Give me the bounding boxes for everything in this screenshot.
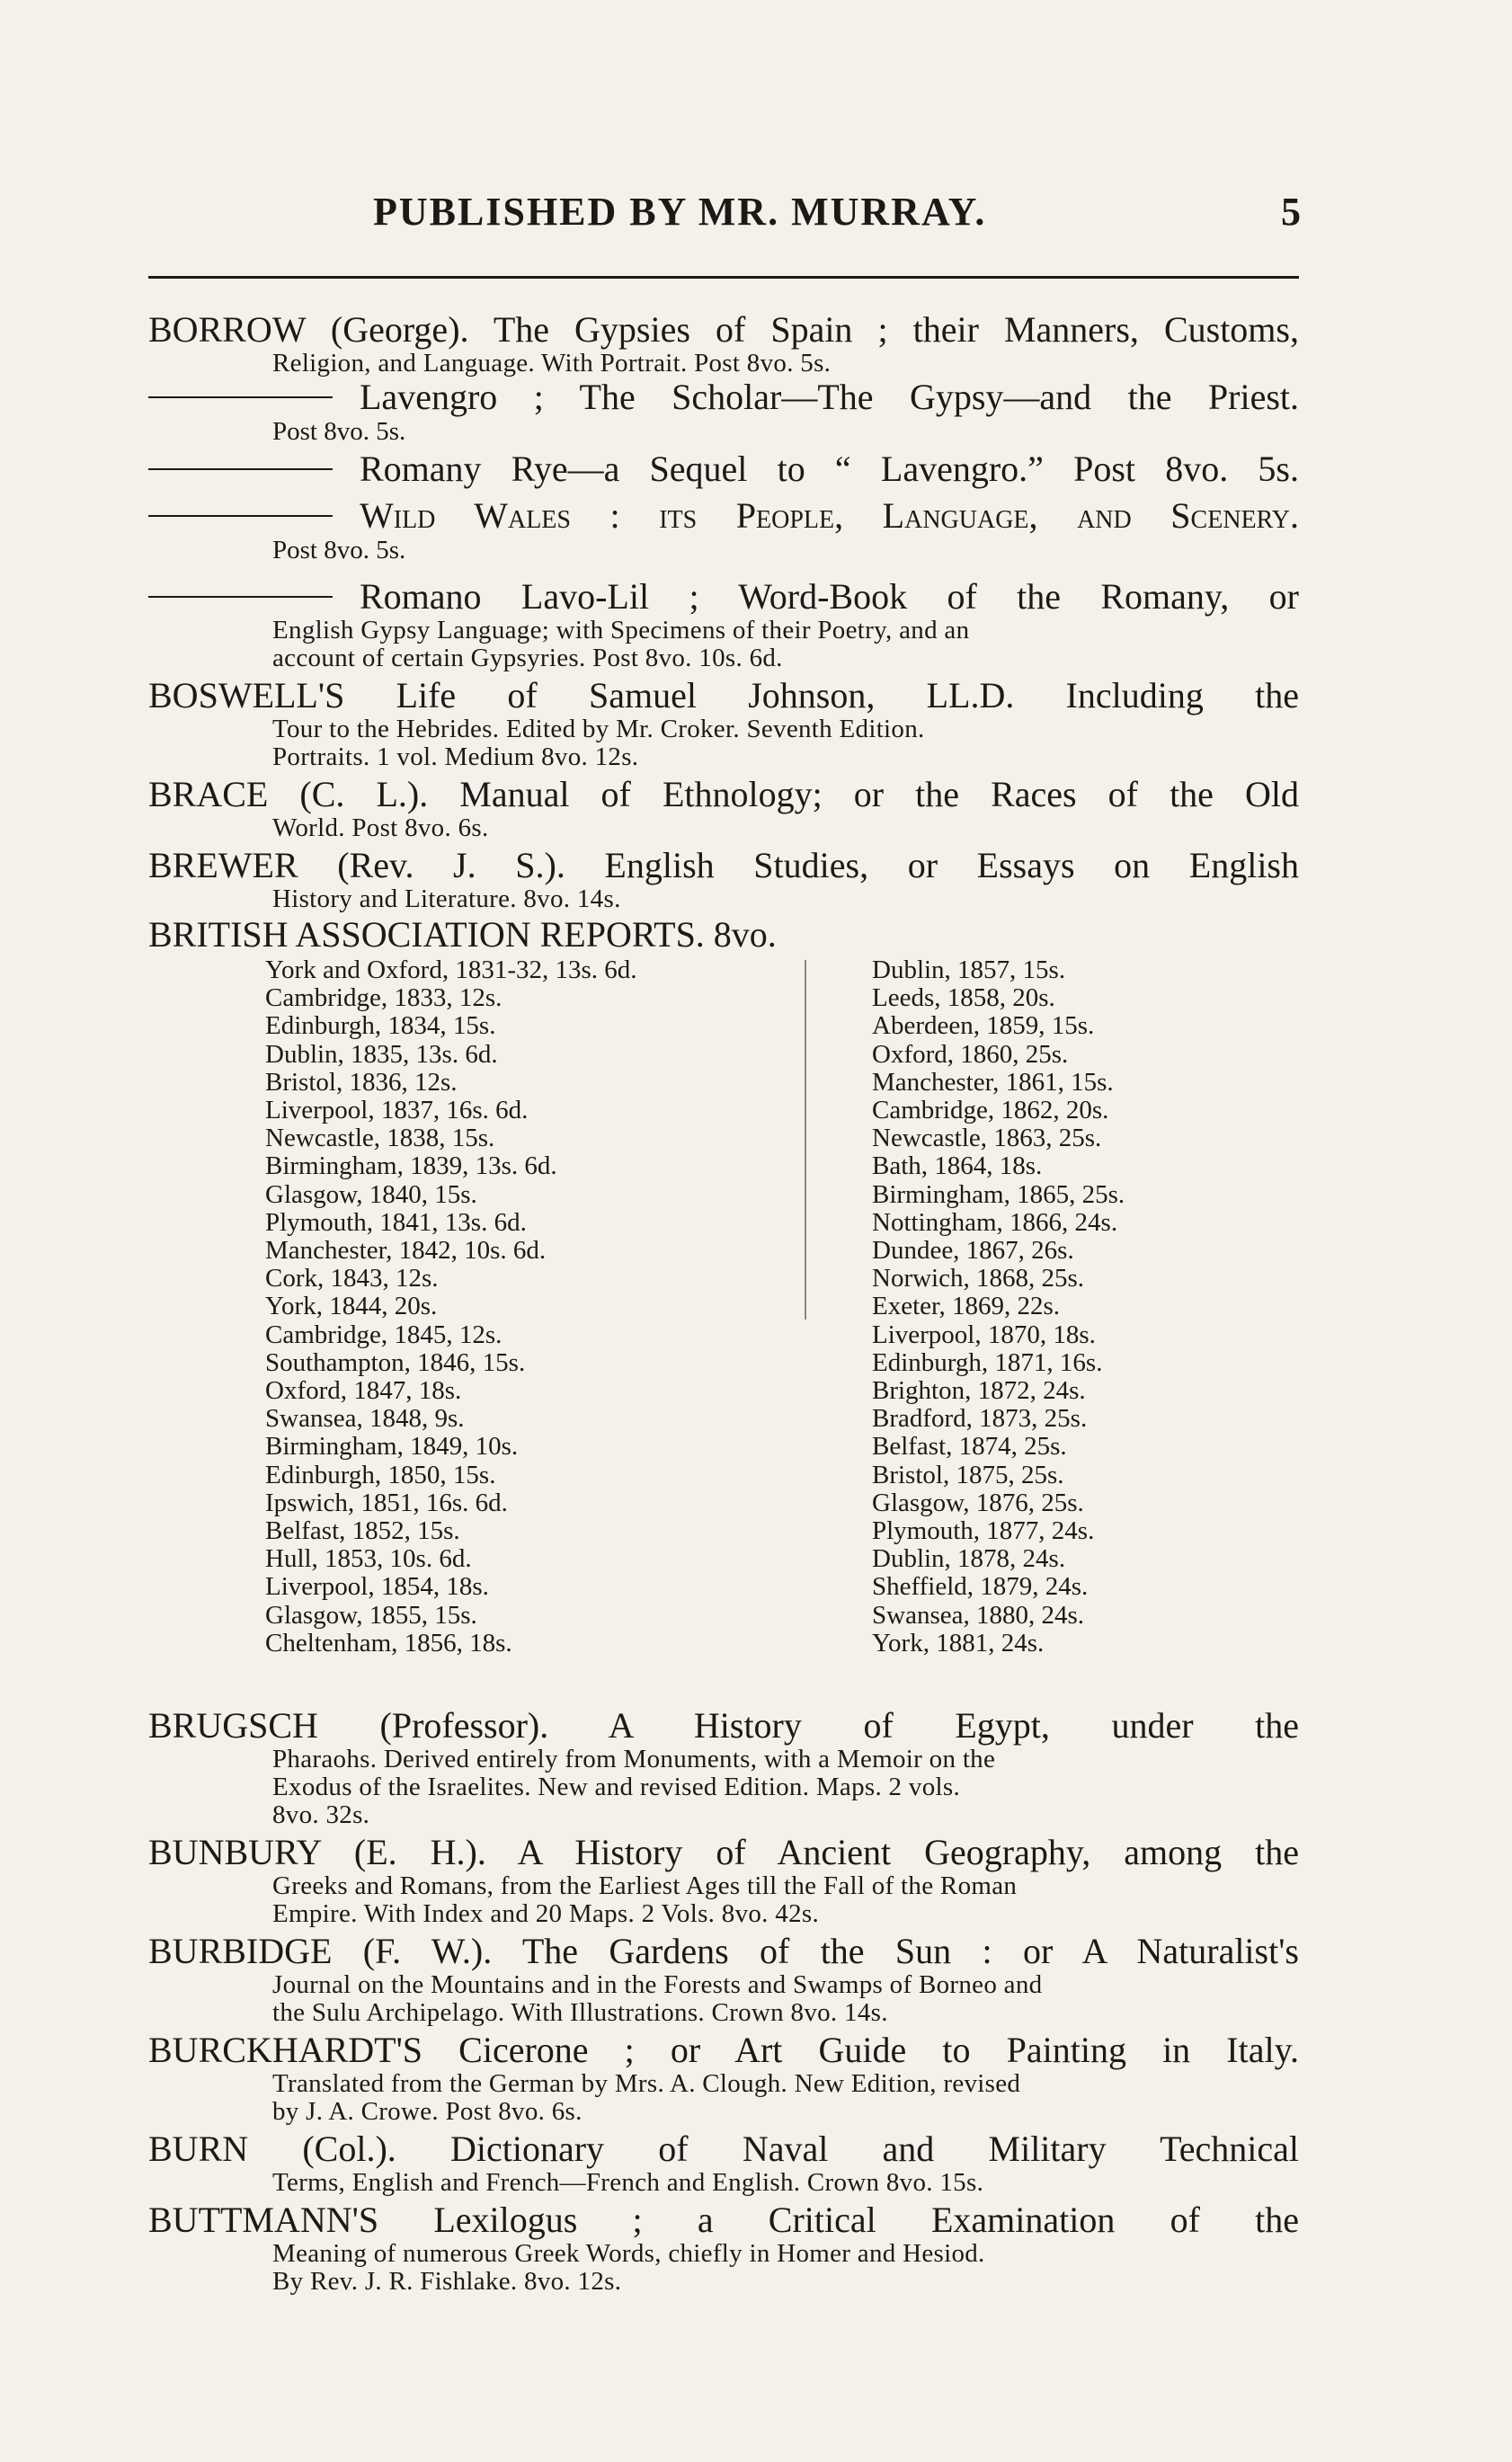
entry-borrow-romany-rye: [148, 449, 1299, 489]
reports-left-column: [265, 956, 769, 1658]
entry-6: [148, 2200, 1299, 2296]
report-item: Birmingham, 1865, 25s.: [872, 1179, 1125, 1209]
catalogue-entries: [148, 310, 1299, 2296]
report-item: Bristol, 1875, 25s.: [872, 1460, 1064, 1489]
ditto-dash: [148, 515, 333, 517]
page-header: [148, 189, 1299, 243]
report-item: Newcastle, 1838, 15s.: [265, 1124, 495, 1153]
report-item: Belfast, 1874, 25s.: [872, 1432, 1067, 1462]
entry-5: [148, 2129, 1299, 2197]
entry-detail: the Sulu Archipelago. With Illustrations. Crown 8vo. 14s.: [272, 1998, 888, 2027]
report-item: Belfast, 1852, 15s.: [265, 1516, 460, 1546]
report-item: Liverpool, 1837, 16s. 6d.: [265, 1096, 529, 1125]
entry-detail: Post 8vo. 5s.: [272, 417, 406, 446]
report-item: Cambridge, 1862, 20s.: [872, 1096, 1109, 1125]
entry-detail: English Gypsy Language; with Specimens of their Poetry, and an: [272, 616, 970, 644]
report-item: Oxford, 1860, 25s.: [872, 1039, 1069, 1069]
entry-heading: Lavengro ; The Scholar—The Gypsy—and the Priest.: [360, 377, 1299, 417]
report-item: Nottingham, 1866, 24s.: [872, 1207, 1118, 1237]
entry-borrow: [148, 310, 1299, 378]
report-item: Cambridge, 1845, 12s.: [265, 1320, 503, 1349]
entry-detail: Translated from the German by Mrs. A. Clough. New Edition, revised: [272, 2069, 1021, 2098]
ditto-dash: [148, 396, 333, 398]
entry-detail: by J. A. Crowe. Post 8vo. 6s.: [272, 2097, 583, 2126]
report-item: Plymouth, 1877, 24s.: [872, 1516, 1095, 1546]
report-item: Cork, 1843, 12s.: [265, 1264, 439, 1293]
report-item: Edinburgh, 1871, 16s.: [872, 1347, 1103, 1377]
entry-heading: Romany Rye—a Sequel to “ Lavengro.” Post 8vo. 5s.: [360, 449, 1299, 489]
ditto-dash: [148, 596, 333, 598]
entry-detail: Terms, English and French—French and English. Crown 8vo. 15s.: [272, 2168, 984, 2197]
entry-detail: 8vo. 32s.: [272, 1800, 370, 1829]
entry-detail: Meaning of numerous Greek Words, chiefly in Homer and Hesiod.: [272, 2239, 985, 2268]
entry-borrow-lavengro: [148, 378, 1299, 446]
entry-detail: Journal on the Mountains and in the Forests and Swamps of Borneo and: [272, 1970, 1043, 1999]
entry-detail: Exodus of the Israelites. New and revised Edition. Maps. 2 vols.: [272, 1773, 961, 1801]
report-item: Brighton, 1872, 24s.: [872, 1376, 1086, 1406]
ditto-dash: [148, 468, 333, 470]
report-item: Southampton, 1846, 15s.: [265, 1347, 526, 1377]
report-item: Hull, 1853, 10s. 6d.: [265, 1544, 472, 1574]
entry-boswell: [148, 676, 1299, 771]
report-item: Leeds, 1858, 20s.: [872, 983, 1055, 1013]
column-divider: [805, 960, 806, 1320]
report-item: Bristol, 1836, 12s.: [265, 1067, 458, 1097]
entry-detail: Portraits. 1 vol. Medium 8vo. 12s.: [272, 742, 639, 771]
report-item: Cheltenham, 1856, 18s.: [265, 1628, 512, 1658]
catalogue-entries-continued: [148, 1706, 1299, 2296]
report-item: Liverpool, 1854, 18s.: [265, 1572, 489, 1602]
report-item: Bradford, 1873, 25s.: [872, 1404, 1088, 1434]
entry-detail: World. Post 8vo. 6s.: [272, 813, 489, 842]
reports-right-column: [872, 956, 1303, 1658]
entry-detail: Greeks and Romans, from the Earliest Ages till the Fall of the Roman: [272, 1871, 1018, 1900]
report-item: Aberdeen, 1859, 15s.: [872, 1011, 1095, 1041]
report-item: Exeter, 1869, 22s.: [872, 1292, 1061, 1321]
report-item: Plymouth, 1841, 13s. 6d.: [265, 1207, 527, 1237]
entry-detail: Post 8vo. 5s.: [272, 536, 406, 564]
report-item: Dublin, 1857, 15s.: [872, 955, 1066, 984]
report-item: York, 1881, 24s.: [872, 1628, 1045, 1658]
entry-heading: BRITISH ASSOCIATION REPORTS. 8vo.: [148, 915, 777, 955]
reports-list: [148, 956, 1299, 1702]
header-rule: [148, 276, 1299, 279]
entry-detail: By Rev. J. R. Fishlake. 8vo. 12s.: [272, 2267, 622, 2296]
entry-detail: Religion, and Language. With Portrait. Post 8vo. 5s.: [272, 349, 832, 378]
report-item: Cambridge, 1833, 12s.: [265, 983, 503, 1013]
entry-heading: Romano Lavo-Lil ; Word-Book of the Romany, or: [360, 576, 1299, 617]
report-item: York, 1844, 20s.: [265, 1292, 438, 1321]
report-item: Swansea, 1848, 9s.: [265, 1404, 465, 1434]
entry-heading: BURBIDGE (F. W.). The Gardens of the Sun : or A Naturalist's: [148, 1932, 1299, 1971]
report-item: Birmingham, 1849, 10s.: [265, 1432, 519, 1462]
entry-borrow-wild-wales: [148, 496, 1299, 564]
report-item: Dublin, 1878, 24s.: [872, 1544, 1066, 1574]
report-item: Manchester, 1861, 15s.: [872, 1067, 1114, 1097]
report-item: Edinburgh, 1850, 15s.: [265, 1460, 496, 1489]
entry-heading: BREWER (Rev. J. S.). English Studies, or Essays on English: [148, 846, 1299, 885]
entry-heading: BORROW (George). The Gypsies of Spain ; their Manners, Customs,: [148, 310, 1299, 350]
page-number: 5: [1281, 190, 1301, 234]
entry-heading: BURN (Col.). Dictionary of Naval and Military Technical: [148, 2129, 1299, 2169]
report-item: Dundee, 1867, 26s.: [872, 1236, 1074, 1266]
entry-british-association: [148, 915, 1299, 1702]
report-item: Oxford, 1847, 18s.: [265, 1376, 462, 1406]
report-item: Edinburgh, 1834, 15s.: [265, 1011, 496, 1041]
report-item: Bath, 1864, 18s.: [872, 1151, 1043, 1181]
entry-heading: BUNBURY (E. H.). A History of Ancient Geography, among the: [148, 1833, 1299, 1872]
report-item: Liverpool, 1870, 18s.: [872, 1320, 1096, 1349]
entry-brace: [148, 775, 1299, 842]
entry-detail: History and Literature. 8vo. 14s.: [272, 884, 621, 913]
entry-detail: Pharaohs. Derived entirely from Monuments, with a Memoir on the: [272, 1745, 996, 1773]
report-item: Glasgow, 1876, 25s.: [872, 1488, 1084, 1517]
entry-3: [148, 1932, 1299, 2027]
entry-heading: BURCKHARDT'S Cicerone ; or Art Guide to Painting in Italy.: [148, 2031, 1299, 2070]
report-item: Newcastle, 1863, 25s.: [872, 1124, 1102, 1153]
entry-brewer: [148, 846, 1299, 913]
report-item: Swansea, 1880, 24s.: [872, 1600, 1085, 1630]
entry-heading: BRACE (C. L.). Manual of Ethnology; or the Races of the Old: [148, 775, 1299, 814]
report-item: Norwich, 1868, 25s.: [872, 1264, 1085, 1293]
entry-4: [148, 2031, 1299, 2126]
report-item: Sheffield, 1879, 24s.: [872, 1572, 1089, 1602]
entry-borrow-romano-lavo-lil: [148, 577, 1299, 672]
entry-1: [148, 1706, 1299, 1829]
report-item: York and Oxford, 1831-32, 13s. 6d.: [265, 955, 637, 984]
report-item: Dublin, 1835, 13s. 6d.: [265, 1039, 498, 1069]
entry-heading: BRUGSCH (Professor). A History of Egypt, under the: [148, 1706, 1299, 1746]
report-item: Manchester, 1842, 10s. 6d.: [265, 1236, 547, 1266]
report-item: Glasgow, 1855, 15s.: [265, 1600, 477, 1630]
entry-2: [148, 1833, 1299, 1928]
entry-detail: Empire. With Index and 20 Maps. 2 Vols. 8vo. 42s.: [272, 1899, 820, 1928]
entry-heading: Wild Wales : its People, Language, and Scenery.: [360, 495, 1299, 536]
entry-heading: BUTTMANN'S Lexilogus ; a Critical Examination of the: [148, 2200, 1299, 2240]
entry-detail: account of certain Gypsyries. Post 8vo. 10s. 6d.: [272, 644, 783, 672]
entry-heading: BOSWELL'S Life of Samuel Johnson, LL.D. Including the: [148, 676, 1299, 715]
report-item: Birmingham, 1839, 13s. 6d.: [265, 1151, 557, 1181]
report-item: Ipswich, 1851, 16s. 6d.: [265, 1488, 508, 1517]
report-item: Glasgow, 1840, 15s.: [265, 1179, 477, 1209]
running-title: PUBLISHED BY MR. MURRAY.: [373, 190, 987, 234]
entry-detail: Tour to the Hebrides. Edited by Mr. Croker. Seventh Edition.: [272, 715, 925, 743]
